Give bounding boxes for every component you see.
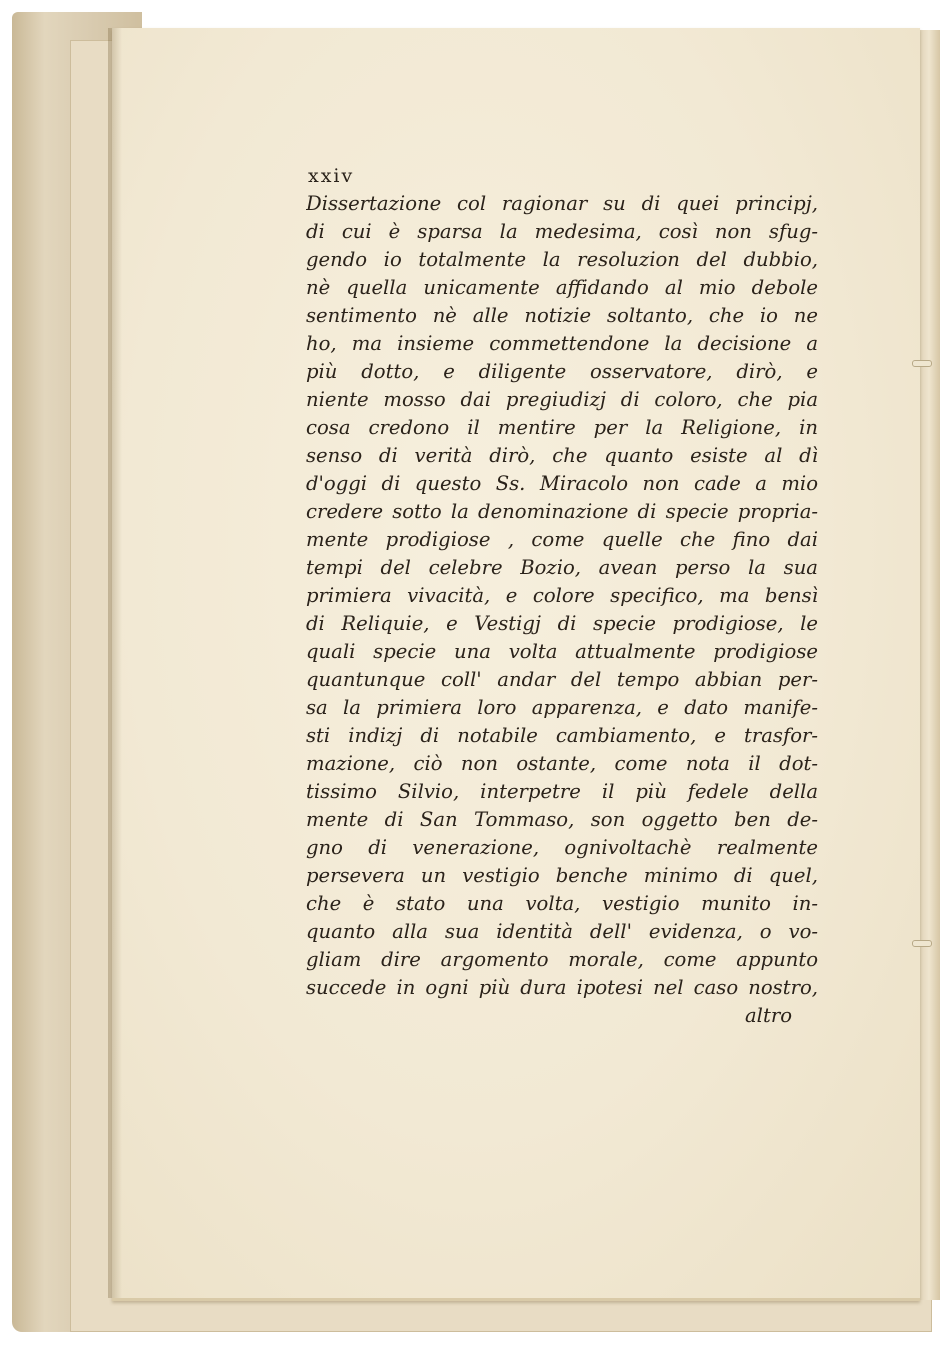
text-line: gliam dire argomento morale, come appunto [306, 948, 818, 971]
text-line: mente di San Tommaso, son oggetto ben de- [306, 808, 818, 831]
text-line: cosa credono il mentire per la Religione, in [306, 416, 818, 439]
text-line: ho, ma insieme commettendone la decisione a [306, 332, 818, 355]
text-line: tissimo Silvio, interpetre il più fedele della [306, 780, 818, 803]
text-line: mente prodigiose , come quelle che fino dai [306, 528, 818, 551]
text-line: gendo io totalmente la resoluzion del dubbio, [306, 248, 818, 271]
text-line: di Reliquie, e Vestigj di specie prodigiose, le [306, 612, 818, 635]
binding-stitch [912, 360, 932, 367]
text-line: senso di verità dirò, che quanto esiste al dì [306, 444, 818, 467]
catchword: altro [745, 1004, 792, 1027]
text-line: tempi del celebre Bozio, avean perso la sua [306, 556, 818, 579]
page-number: xxiv [308, 165, 355, 187]
text-line: di cui è sparsa la medesima, così non sfug- [306, 220, 818, 243]
text-line: credere sotto la denominazione di specie propria- [306, 500, 818, 523]
text-line: sa la primiera loro apparenza, e dato manife- [306, 696, 818, 719]
binding-stitch [912, 940, 932, 947]
text-block [306, 162, 818, 1030]
text-line: gno di venerazione, ognivoltachè realmente [306, 836, 818, 859]
text-line: mazione, ciò non ostante, come nota il dot- [306, 752, 818, 775]
gutter-shadow [108, 28, 122, 1298]
text-line: Dissertazione col ragionar su di quei principj, [306, 192, 818, 215]
text-line: niente mosso dai pregiudizj di coloro, che pia [306, 388, 818, 411]
text-line: quanto alla sua identità dell' evidenza, o vo- [306, 920, 818, 943]
text-line: persevera un vestigio benche minimo di quel, [306, 864, 818, 887]
text-line: che è stato una volta, vestigio munito in- [306, 892, 818, 915]
text-line: quali specie una volta attualmente prodigiose [306, 640, 818, 663]
text-line: quantunque coll' andar del tempo abbian per- [306, 668, 818, 691]
text-line: sti indizj di notabile cambiamento, e trasfor- [306, 724, 818, 747]
text-line: primiera vivacità, e colore specifico, ma bensì [306, 584, 818, 607]
text-line: nè quella unicamente affidando al mio debole [306, 276, 818, 299]
text-line: d'oggi di questo Ss. Miracolo non cade a mio [306, 472, 818, 495]
page-edges [918, 30, 940, 1300]
text-line: più dotto, e diligente osservatore, dirò, e [306, 360, 818, 383]
text-line: sentimento nè alle notizie soltanto, che io ne [306, 304, 818, 327]
text-line: succede in ogni più dura ipotesi nel caso nostro, [306, 976, 818, 999]
